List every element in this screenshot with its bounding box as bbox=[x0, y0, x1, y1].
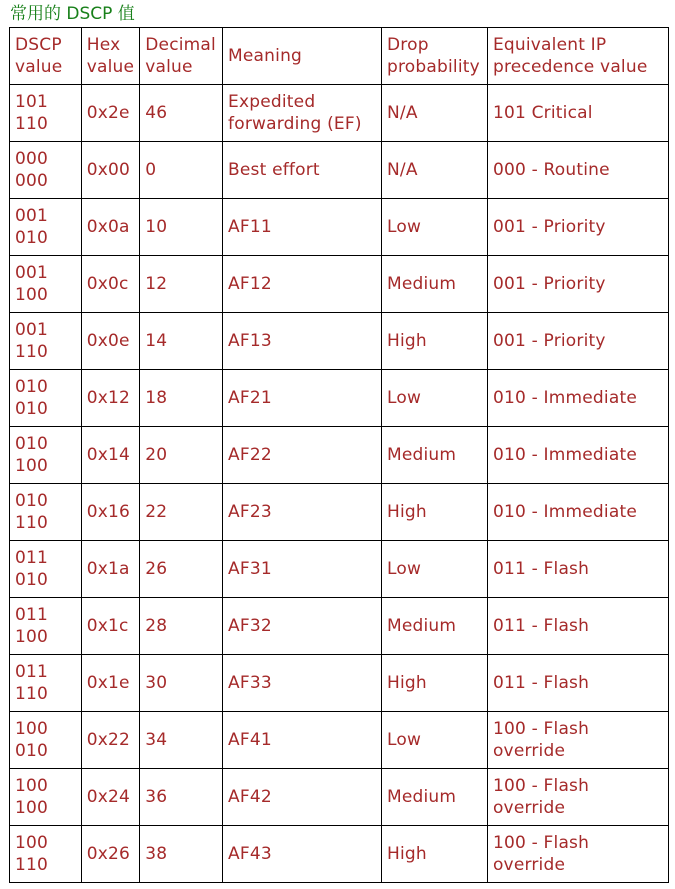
decimal-value-cell: 22 bbox=[140, 484, 223, 541]
ip-precedence-cell: 001 - Priority bbox=[487, 199, 668, 256]
hex-value-cell: 0x1c bbox=[81, 598, 140, 655]
meaning-cell: Best effort bbox=[223, 142, 382, 199]
ip-precedence-cell: 011 - Flash bbox=[487, 655, 668, 712]
meaning-cell: AF11 bbox=[223, 199, 382, 256]
ip-precedence-cell: 100 - Flash override bbox=[487, 769, 668, 826]
meaning-cell: AF22 bbox=[223, 427, 382, 484]
drop-probability-cell: Medium bbox=[381, 769, 487, 826]
meaning-cell: Expedited forwarding (EF) bbox=[223, 85, 382, 142]
dscp-value-cell: 100 010 bbox=[10, 712, 82, 769]
hex-value-cell: 0x1a bbox=[81, 541, 140, 598]
header-meaning: Meaning bbox=[223, 28, 382, 85]
ip-precedence-cell: 011 - Flash bbox=[487, 541, 668, 598]
dscp-value-cell: 100 100 bbox=[10, 769, 82, 826]
hex-value-cell: 0x22 bbox=[81, 712, 140, 769]
table-row bbox=[10, 199, 669, 256]
dscp-table bbox=[9, 27, 669, 883]
meaning-cell: AF12 bbox=[223, 256, 382, 313]
meaning-cell: AF33 bbox=[223, 655, 382, 712]
dscp-value-cell: 100 110 bbox=[10, 826, 82, 883]
decimal-value-cell: 28 bbox=[140, 598, 223, 655]
decimal-value-cell: 26 bbox=[140, 541, 223, 598]
header-row bbox=[10, 28, 669, 85]
ip-precedence-cell: 010 - Immediate bbox=[487, 427, 668, 484]
dscp-value-cell: 011 100 bbox=[10, 598, 82, 655]
table-row bbox=[10, 370, 669, 427]
dscp-value-cell: 001 010 bbox=[10, 199, 82, 256]
dscp-value-cell: 001 110 bbox=[10, 313, 82, 370]
drop-probability-cell: Low bbox=[381, 541, 487, 598]
table-row bbox=[10, 655, 669, 712]
meaning-cell: AF43 bbox=[223, 826, 382, 883]
ip-precedence-cell: 100 - Flash override bbox=[487, 826, 668, 883]
ip-precedence-cell: 001 - Priority bbox=[487, 256, 668, 313]
table-caption: 常用的 DSCP 值 bbox=[10, 4, 135, 24]
meaning-cell: AF13 bbox=[223, 313, 382, 370]
hex-value-cell: 0x00 bbox=[81, 142, 140, 199]
hex-value-cell: 0x2e bbox=[81, 85, 140, 142]
meaning-cell: AF23 bbox=[223, 484, 382, 541]
drop-probability-cell: Low bbox=[381, 199, 487, 256]
ip-precedence-cell: 000 - Routine bbox=[487, 142, 668, 199]
header-ip-precedence: Equivalent IP precedence value bbox=[487, 28, 668, 85]
table-row bbox=[10, 541, 669, 598]
table-row bbox=[10, 484, 669, 541]
table-row bbox=[10, 313, 669, 370]
ip-precedence-cell: 011 - Flash bbox=[487, 598, 668, 655]
decimal-value-cell: 10 bbox=[140, 199, 223, 256]
drop-probability-cell: High bbox=[381, 484, 487, 541]
hex-value-cell: 0x0e bbox=[81, 313, 140, 370]
dscp-value-cell: 101 110 bbox=[10, 85, 82, 142]
dscp-value-cell: 011 110 bbox=[10, 655, 82, 712]
dscp-value-cell: 011 010 bbox=[10, 541, 82, 598]
drop-probability-cell: Low bbox=[381, 370, 487, 427]
hex-value-cell: 0x26 bbox=[81, 826, 140, 883]
drop-probability-cell: Medium bbox=[381, 598, 487, 655]
header-drop-probability: Drop probability bbox=[381, 28, 487, 85]
dscp-value-cell: 000 000 bbox=[10, 142, 82, 199]
decimal-value-cell: 34 bbox=[140, 712, 223, 769]
table-row bbox=[10, 427, 669, 484]
table-row bbox=[10, 85, 669, 142]
meaning-cell: AF31 bbox=[223, 541, 382, 598]
decimal-value-cell: 38 bbox=[140, 826, 223, 883]
dscp-value-cell: 010 110 bbox=[10, 484, 82, 541]
hex-value-cell: 0x0c bbox=[81, 256, 140, 313]
ip-precedence-cell: 001 - Priority bbox=[487, 313, 668, 370]
table-body bbox=[10, 85, 669, 883]
header-dscp-value: DSCP value bbox=[10, 28, 82, 85]
drop-probability-cell: High bbox=[381, 826, 487, 883]
drop-probability-cell: Medium bbox=[381, 427, 487, 484]
dscp-value-cell: 010 010 bbox=[10, 370, 82, 427]
table-row bbox=[10, 142, 669, 199]
table-row bbox=[10, 598, 669, 655]
ip-precedence-cell: 010 - Immediate bbox=[487, 484, 668, 541]
dscp-value-cell: 001 100 bbox=[10, 256, 82, 313]
drop-probability-cell: Medium bbox=[381, 256, 487, 313]
decimal-value-cell: 20 bbox=[140, 427, 223, 484]
meaning-cell: AF32 bbox=[223, 598, 382, 655]
decimal-value-cell: 30 bbox=[140, 655, 223, 712]
decimal-value-cell: 46 bbox=[140, 85, 223, 142]
table-header bbox=[10, 28, 669, 85]
dscp-value-cell: 010 100 bbox=[10, 427, 82, 484]
drop-probability-cell: N/A bbox=[381, 85, 487, 142]
ip-precedence-cell: 100 - Flash override bbox=[487, 712, 668, 769]
hex-value-cell: 0x0a bbox=[81, 199, 140, 256]
drop-probability-cell: N/A bbox=[381, 142, 487, 199]
hex-value-cell: 0x24 bbox=[81, 769, 140, 826]
decimal-value-cell: 14 bbox=[140, 313, 223, 370]
hex-value-cell: 0x12 bbox=[81, 370, 140, 427]
decimal-value-cell: 36 bbox=[140, 769, 223, 826]
ip-precedence-cell: 101 Critical bbox=[487, 85, 668, 142]
drop-probability-cell: High bbox=[381, 313, 487, 370]
meaning-cell: AF42 bbox=[223, 769, 382, 826]
hex-value-cell: 0x14 bbox=[81, 427, 140, 484]
header-hex-value: Hex value bbox=[81, 28, 140, 85]
decimal-value-cell: 12 bbox=[140, 256, 223, 313]
meaning-cell: AF41 bbox=[223, 712, 382, 769]
hex-value-cell: 0x1e bbox=[81, 655, 140, 712]
decimal-value-cell: 0 bbox=[140, 142, 223, 199]
meaning-cell: AF21 bbox=[223, 370, 382, 427]
drop-probability-cell: High bbox=[381, 655, 487, 712]
ip-precedence-cell: 010 - Immediate bbox=[487, 370, 668, 427]
table-row bbox=[10, 826, 669, 883]
table-row bbox=[10, 769, 669, 826]
decimal-value-cell: 18 bbox=[140, 370, 223, 427]
table-row bbox=[10, 712, 669, 769]
drop-probability-cell: Low bbox=[381, 712, 487, 769]
header-decimal-value: Decimal value bbox=[140, 28, 223, 85]
hex-value-cell: 0x16 bbox=[81, 484, 140, 541]
table-row bbox=[10, 256, 669, 313]
